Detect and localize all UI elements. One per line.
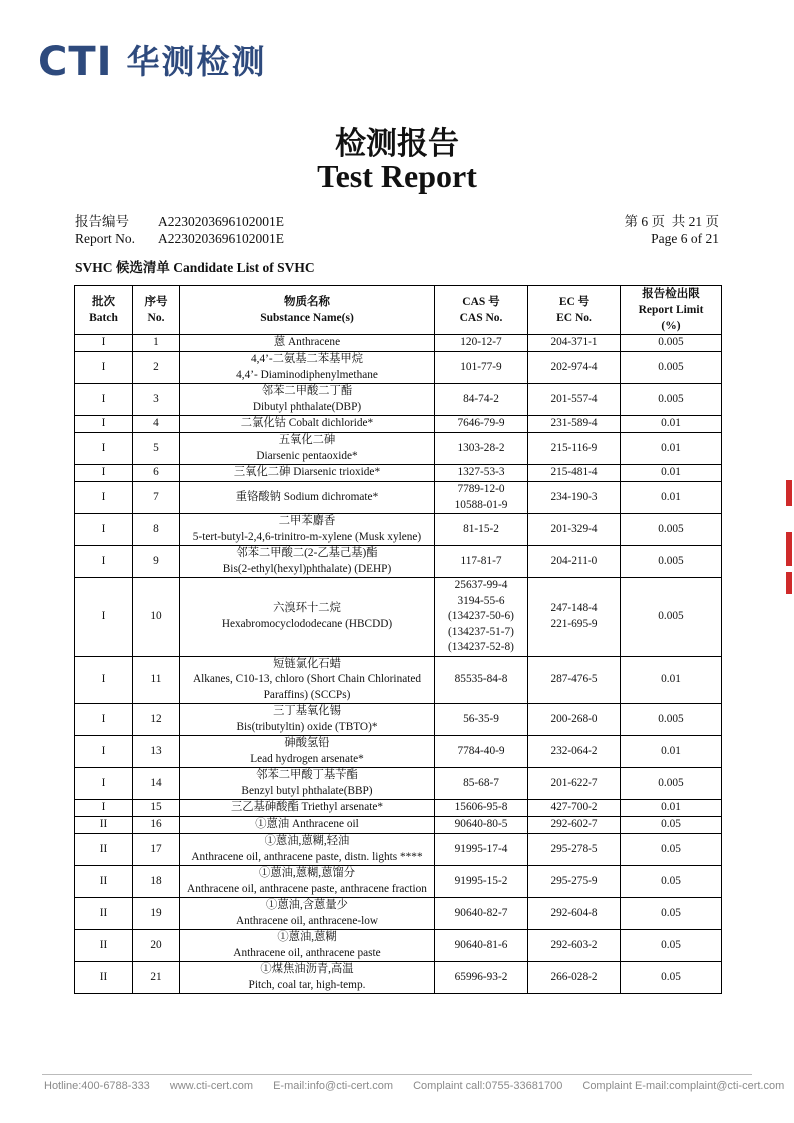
cell-batch: I: [75, 514, 133, 546]
cell-batch: I: [75, 546, 133, 578]
table-row: [75, 335, 722, 352]
table-row: [75, 514, 722, 546]
cell-no: 17: [133, 834, 180, 866]
cell-ec: 292-602-7: [528, 817, 621, 834]
cell-name: 六溴环十二烷 Hexabromocyclododecane (HBCDD): [180, 578, 435, 657]
cell-name: 五氧化二砷 Diarsenic pentaoxide*: [180, 433, 435, 465]
cell-name: 短链氯化石蜡 Alkanes, C10-13, chloro (Short Chain Chlorinated Paraffins) (SCCPs): [180, 656, 435, 704]
report-title-en: Test Report: [317, 158, 477, 194]
table-row: [75, 736, 722, 768]
cell-batch: II: [75, 834, 133, 866]
cell-ec: 200-268-0: [528, 704, 621, 736]
cell-batch: II: [75, 817, 133, 834]
cell-limit: 0.005: [621, 384, 722, 416]
cell-no: 3: [133, 384, 180, 416]
cell-ec: 292-603-2: [528, 930, 621, 962]
cell-no: 14: [133, 768, 180, 800]
cell-limit: 0.05: [621, 898, 722, 930]
cell-cas: 90640-81-6: [435, 930, 528, 962]
cell-ec: 234-190-3: [528, 482, 621, 514]
cell-limit: 0.01: [621, 800, 722, 817]
header-cas-en: CAS No.: [459, 312, 503, 324]
cell-cas: 56-35-9: [435, 704, 528, 736]
cell-no: 9: [133, 546, 180, 578]
cell-name: ①蒽油,含蒽量少 Anthracene oil, anthracene-low: [180, 898, 435, 930]
cell-batch: II: [75, 962, 133, 994]
cell-name: ①蒽油,蒽糊,轻油 Anthracene oil, anthracene paste, distn. lights ****: [180, 834, 435, 866]
cell-batch: I: [75, 656, 133, 704]
footer-complaint-email[interactable]: Complaint E-mail:complaint@cti-cert.com: [582, 1080, 785, 1092]
cell-batch: I: [75, 465, 133, 482]
svhc-table: [74, 285, 722, 994]
cell-limit: 0.05: [621, 866, 722, 898]
report-number-value-en: A2230203696102001E: [158, 231, 284, 246]
cell-cas: 90640-82-7: [435, 898, 528, 930]
cell-name: ①蒽油,蒽糊 Anthracene oil, anthracene paste: [180, 930, 435, 962]
cell-batch: I: [75, 482, 133, 514]
cell-ec: 292-604-8: [528, 898, 621, 930]
cell-no: 10: [133, 578, 180, 657]
cell-ec: 204-211-0: [528, 546, 621, 578]
cell-ec: 287-476-5: [528, 656, 621, 704]
cell-name: 二氯化钴 Cobalt dichloride*: [180, 416, 435, 433]
cell-name: ①煤焦油沥青,高温 Pitch, coal tar, high-temp.: [180, 962, 435, 994]
cell-batch: I: [75, 384, 133, 416]
header-batch-en: Batch: [89, 312, 118, 324]
header-limit-cn: 报告检出限: [642, 288, 700, 300]
cell-batch: I: [75, 768, 133, 800]
table-row: [75, 962, 722, 994]
cell-batch: I: [75, 352, 133, 384]
table-row: [75, 482, 722, 514]
cell-batch: I: [75, 736, 133, 768]
cell-no: 13: [133, 736, 180, 768]
cell-name: 邻苯二甲酸二(2-乙基己基)酯 Bis(2-ethyl(hexyl)phthalate) (DEHP): [180, 546, 435, 578]
cell-no: 2: [133, 352, 180, 384]
cell-ec: 202-974-4: [528, 352, 621, 384]
cell-no: 18: [133, 866, 180, 898]
cell-ec: 295-278-5: [528, 834, 621, 866]
cell-batch: I: [75, 433, 133, 465]
table-body: [75, 335, 722, 994]
cell-limit: 0.05: [621, 834, 722, 866]
report-number-label-en: Report No.: [75, 231, 135, 246]
cell-limit: 0.005: [621, 578, 722, 657]
cell-cas: 7789-12-0 10588-01-9: [435, 482, 528, 514]
header-no-en: No.: [147, 312, 165, 324]
header-cas: [435, 286, 528, 335]
cell-limit: 0.005: [621, 768, 722, 800]
table-row: [75, 578, 722, 657]
header-substance-cn: 物质名称: [284, 296, 330, 308]
cell-limit: 0.01: [621, 482, 722, 514]
table-row: [75, 834, 722, 866]
header-limit-en: Report Limit: [638, 304, 704, 316]
cell-limit: 0.05: [621, 962, 722, 994]
cell-ec: 232-064-2: [528, 736, 621, 768]
footer-website[interactable]: www.cti-cert.com: [169, 1080, 253, 1092]
cell-ec: 215-481-4: [528, 465, 621, 482]
cell-limit: 0.01: [621, 416, 722, 433]
table-row: [75, 704, 722, 736]
cell-name: 三丁基氧化锡 Bis(tributyltin) oxide (TBTO)*: [180, 704, 435, 736]
cell-limit: 0.05: [621, 930, 722, 962]
cell-name: 三乙基砷酸酯 Triethyl arsenate*: [180, 800, 435, 817]
header-ec-cn: EC 号: [558, 296, 590, 308]
table-row: [75, 817, 722, 834]
cell-cas: 91995-17-4: [435, 834, 528, 866]
cell-limit: 0.01: [621, 736, 722, 768]
header-ec: [528, 286, 621, 335]
header-no: [133, 286, 180, 335]
cell-cas: 65996-93-2: [435, 962, 528, 994]
table-row: [75, 352, 722, 384]
table-row: [75, 433, 722, 465]
cell-cas: 90640-80-5: [435, 817, 528, 834]
cell-limit: 0.005: [621, 352, 722, 384]
cell-cas: 15606-95-8: [435, 800, 528, 817]
cell-ec: 201-622-7: [528, 768, 621, 800]
header-substance-en: Substance Name(s): [260, 312, 354, 324]
cell-no: 4: [133, 416, 180, 433]
page-indicator-en: Page 6 of 21: [651, 231, 719, 246]
cell-name: ①蒽油 Anthracene oil: [180, 817, 435, 834]
cell-name: 二甲苯麝香 5-tert-butyl-2,4,6-trinitro-m-xylene (Musk xylene): [180, 514, 435, 546]
cell-ec: 295-275-9: [528, 866, 621, 898]
table-row: [75, 416, 722, 433]
footer-complaint-call: Complaint call:0755-33681700: [413, 1080, 563, 1092]
cell-cas: 7646-79-9: [435, 416, 528, 433]
cell-batch: I: [75, 335, 133, 352]
table-row: [75, 546, 722, 578]
cell-ec: 231-589-4: [528, 416, 621, 433]
report-title-cn: 检测报告: [335, 126, 459, 162]
cell-name: ①蒽油,蒽糊,蒽馏分 Anthracene oil, anthracene paste, anthracene fraction: [180, 866, 435, 898]
page-indicator-cn: 第 6 页 共 21 页: [624, 214, 719, 229]
cell-batch: II: [75, 930, 133, 962]
cell-no: 5: [133, 433, 180, 465]
cell-limit: 0.01: [621, 656, 722, 704]
table-row: [75, 898, 722, 930]
header-batch-cn: 批次: [92, 296, 115, 308]
cell-cas: 1327-53-3: [435, 465, 528, 482]
cell-cas: 101-77-9: [435, 352, 528, 384]
cell-batch: I: [75, 704, 133, 736]
cell-batch: I: [75, 416, 133, 433]
cell-no: 19: [133, 898, 180, 930]
cell-name: 三氧化二砷 Diarsenic trioxide*: [180, 465, 435, 482]
cell-cas: 7784-40-9: [435, 736, 528, 768]
report-number-label-cn: 报告编号: [75, 214, 129, 229]
cell-cas: 84-74-2: [435, 384, 528, 416]
cell-limit: 0.01: [621, 433, 722, 465]
page-indicator: [625, 213, 720, 247]
cell-name: 重铬酸钠 Sodium dichromate*: [180, 482, 435, 514]
cell-no: 21: [133, 962, 180, 994]
cell-no: 12: [133, 704, 180, 736]
footer-hotline: Hotline:400-6788-333: [44, 1080, 150, 1092]
cell-no: 20: [133, 930, 180, 962]
cell-batch: II: [75, 898, 133, 930]
cell-ec: 266-028-2: [528, 962, 621, 994]
cell-cas: 1303-28-2: [435, 433, 528, 465]
cell-no: 7: [133, 482, 180, 514]
footer-divider: [42, 1074, 752, 1075]
header-no-cn: 序号: [144, 296, 168, 308]
cell-cas: 91995-15-2: [435, 866, 528, 898]
report-number-block: [75, 213, 284, 247]
cell-limit: 0.05: [621, 817, 722, 834]
table-row: [75, 866, 722, 898]
cell-name: 邻苯二甲酸丁基苄酯 Benzyl butyl phthalate(BBP): [180, 768, 435, 800]
cell-batch: II: [75, 866, 133, 898]
header-ec-en: EC No.: [556, 312, 592, 324]
header-limit-unit: (%): [661, 320, 681, 332]
cell-ec: 201-329-4: [528, 514, 621, 546]
cell-ec: 247-148-4 221-695-9: [528, 578, 621, 657]
cell-cas: 120-12-7: [435, 335, 528, 352]
cell-ec: 204-371-1: [528, 335, 621, 352]
cell-no: 15: [133, 800, 180, 817]
cell-no: 8: [133, 514, 180, 546]
cell-cas: 25637-99-4 3194-55-6 (134237-50-6) (134237-51-7) (134237-52-8): [435, 578, 528, 657]
footer: [44, 1080, 794, 1092]
cell-no: 16: [133, 817, 180, 834]
header-cas-cn: CAS 号: [462, 296, 500, 308]
header-limit: [621, 286, 722, 335]
company-logo: [38, 40, 267, 84]
cell-cas: 85-68-7: [435, 768, 528, 800]
cell-name: 邻苯二甲酸二丁酯 Dibutyl phthalate(DBP): [180, 384, 435, 416]
logo-chinese-name: 华测检测: [126, 42, 267, 81]
cell-no: 6: [133, 465, 180, 482]
header-substance: [180, 286, 435, 335]
cell-no: 11: [133, 656, 180, 704]
section-title: SVHC 候选清单 Candidate List of SVHC: [75, 260, 315, 275]
cell-limit: 0.005: [621, 704, 722, 736]
report-number-value-cn: A2230203696102001E: [158, 214, 284, 229]
cell-cas: 117-81-7: [435, 546, 528, 578]
cell-name: 蒽 Anthracene: [180, 335, 435, 352]
cell-ec: 215-116-9: [528, 433, 621, 465]
page-edge-seal: [786, 480, 794, 600]
cell-batch: I: [75, 578, 133, 657]
logo-abbr: CTI: [38, 39, 113, 85]
cell-name: 砷酸氢铅 Lead hydrogen arsenate*: [180, 736, 435, 768]
cell-cas: 81-15-2: [435, 514, 528, 546]
cell-batch: I: [75, 800, 133, 817]
cell-no: 1: [133, 335, 180, 352]
cell-limit: 0.005: [621, 546, 722, 578]
table-row: [75, 656, 722, 704]
cell-limit: 0.005: [621, 335, 722, 352]
cell-limit: 0.005: [621, 514, 722, 546]
cell-cas: 85535-84-8: [435, 656, 528, 704]
footer-email[interactable]: E-mail:info@cti-cert.com: [273, 1080, 394, 1092]
cell-limit: 0.01: [621, 465, 722, 482]
table-header-row: [75, 286, 722, 335]
table-row: [75, 768, 722, 800]
header-batch: [75, 286, 133, 335]
table-row: [75, 384, 722, 416]
table-row: [75, 465, 722, 482]
cell-name: 4,4’-二氨基二苯基甲烷 4,4’- Diaminodiphenylmethane: [180, 352, 435, 384]
cell-ec: 201-557-4: [528, 384, 621, 416]
table-row: [75, 800, 722, 817]
table-row: [75, 930, 722, 962]
cell-ec: 427-700-2: [528, 800, 621, 817]
